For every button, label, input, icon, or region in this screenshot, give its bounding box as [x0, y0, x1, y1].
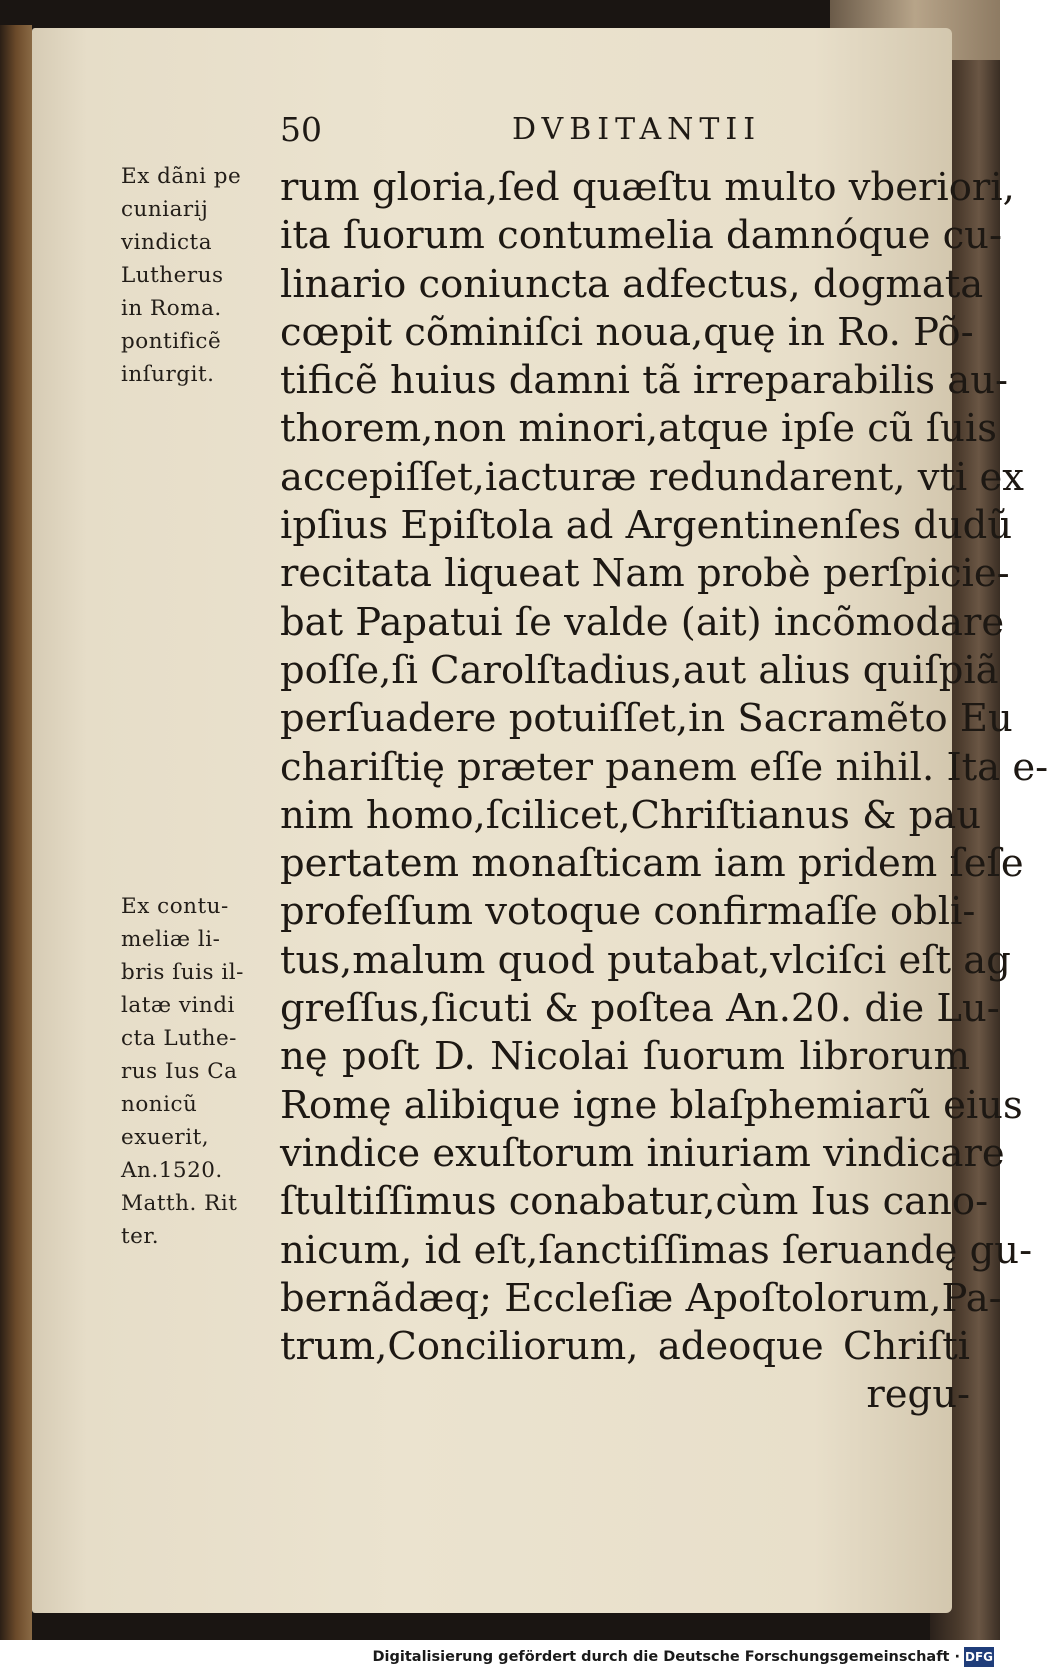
margin-note-line: in Roma. [121, 296, 222, 321]
margin-note-line: meliæ li- [121, 927, 221, 952]
text-line: ita ſuorum contumelia damnóque cu- [280, 213, 1002, 259]
text-line: bernãdæq; Eccleſiæ Apoſtolorum,Pa- [280, 1275, 1002, 1321]
margin-note-line: vindicta [121, 230, 213, 255]
text-line: accepiſſet,iacturæ redundarent, vti ex [280, 454, 1024, 500]
margin-note-line: pontificẽ [121, 329, 222, 354]
text-line: perſuadere potuiſſet,in Sacramẽto Eu [280, 696, 1013, 742]
margin-note-line: cta Luthe- [121, 1026, 237, 1051]
margin-note-line: Lutherus [121, 263, 224, 288]
text-line: trum,Conciliorum, adeoque Chriſti [280, 1324, 970, 1370]
page-number: 50 [280, 110, 322, 149]
margin-note [121, 890, 281, 1253]
margin-note-line: inſurgit. [121, 362, 215, 387]
margin-note-line: An.1520. [121, 1158, 223, 1183]
text-line: vindice exuſtorum iniuriam vindicare [280, 1130, 1005, 1176]
book-spine-edge [0, 25, 32, 1640]
page-header [0, 110, 1000, 149]
text-line: poſſe,ſi Carolſtadius,aut alius quiſpiã [280, 647, 999, 693]
text-line: rum gloria,ſed quæſtu multo vberiori, [280, 165, 1015, 210]
text-line: nicum, id eſt,ſanctiſſimas ſeruandę gu- [280, 1227, 1033, 1273]
text-line: nę poſt D. Nicolai ſuorum librorum [280, 1034, 970, 1080]
catchword: regu- [866, 1372, 970, 1418]
text-line: nim homo,ſcilicet,Chriſtianus & pau [280, 792, 982, 838]
text-line: chariſtię præter panem eſſe nihil. Ita e- [280, 744, 1048, 790]
digitization-footer [0, 1640, 1000, 1680]
margin-note-line: cuniarij [121, 197, 209, 222]
margin-note-line: exuerit, [121, 1125, 210, 1150]
text-line: profeſſum votoque confirmaſſe obli- [280, 889, 976, 935]
margin-note-line: nonicũ [121, 1092, 198, 1117]
text-line: pertatem monaſticam iam pridem ſeſe [280, 841, 1024, 887]
text-line: tus,malum quod putabat,vlciſci eſt ag [280, 937, 1011, 983]
margin-note-line: Ex dãni pe [121, 164, 242, 189]
text-line: cœpit cõminiſci noua,quę in Ro. Põ- [280, 309, 974, 355]
running-head: DVBITANTII [512, 112, 762, 147]
text-line: recitata liqueat Nam probè perſpicie- [280, 551, 1010, 597]
text-line: ipſius Epiſtola ad Argentinenſes dudũ [280, 503, 1013, 549]
text-line: ſtultiſſimus conabatur,cùm Ius cano- [280, 1179, 989, 1225]
margin-note-line: rus Ius Ca [121, 1059, 238, 1084]
margin-note-line: ter. [121, 1224, 160, 1249]
funding-credit: Digitalisierung gefördert durch die Deutsche Forschungsgemeinschaft · [372, 1649, 960, 1665]
text-line: tificẽ huius damni tã irreparabilis au- [280, 358, 1009, 404]
margin-note-line: Matth. Rit [121, 1191, 238, 1216]
text-line: greſſus,ſicuti & poſtea An.20. die Lu- [280, 986, 1000, 1032]
margin-note-line: Ex contu- [121, 894, 229, 919]
text-line: bat Papatui ſe valde (ait) incõmodare [280, 599, 1005, 645]
dfg-logo: DFG [964, 1647, 994, 1667]
text-line: thorem,non minori,atque ipſe cũ ſuis [280, 406, 997, 452]
text-line: Romę alibique igne blaſphemiarũ eius [280, 1082, 1023, 1128]
margin-note-line: bris ſuis il- [121, 960, 244, 985]
body-text [280, 164, 1048, 1420]
margin-note [121, 160, 281, 391]
text-line: linario coniuncta adfectus, dogmata [280, 261, 984, 307]
margin-note-line: latæ vindi [121, 993, 235, 1018]
